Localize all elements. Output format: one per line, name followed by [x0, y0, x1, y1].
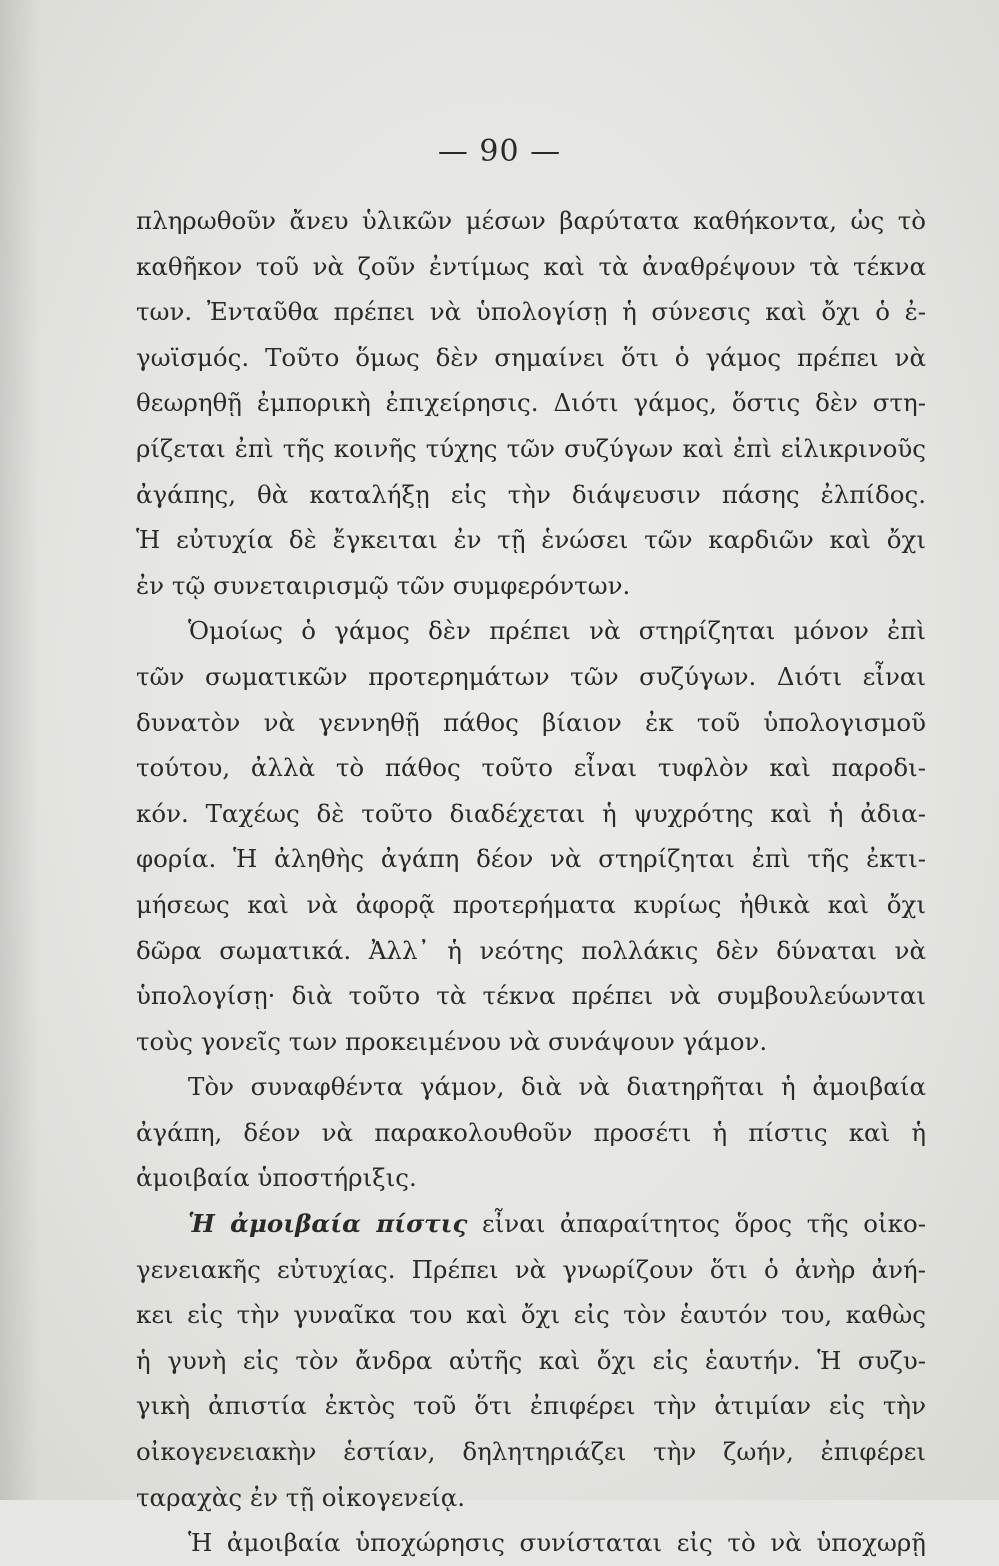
text-line: ὑπολογίσῃ· διὰ τοῦτο τὰ τέκνα πρέπει νὰ συμβουλεύωνται — [136, 981, 926, 1011]
text-line: ἀγάπη, δέον νὰ παρακολουθοῦν προσέτι ἡ πίστις καὶ ἡ — [136, 1117, 926, 1147]
text-line-remainder: εἶναι ἀπαραίτητος ὅρος τῆς οἰκο- — [467, 1209, 926, 1239]
text-line: γενειακῆς εὐτυχίας. Πρέπει νὰ γνωρίζουν ὅτι ὁ ἀνὴρ ἀνή- — [136, 1254, 926, 1284]
text-line: τῶν σωματικῶν προτερημάτων τῶν συζύγων. Διότι εἶναι — [136, 661, 926, 691]
text-line: ἀγάπης, θὰ καταλήξῃ εἰς τὴν διάψευσιν πάσης ἐλπίδος. — [136, 479, 926, 509]
emphasis-heading: Ἡ ἀμοιβαία πίστις — [188, 1209, 468, 1239]
text-line: ἀμοιβαία ὑποστήριξις. — [136, 1163, 417, 1193]
text-line: δυνατὸν νὰ γεννηθῇ πάθος βίαιον ἐκ τοῦ ὑπολογισμοῦ — [136, 707, 926, 737]
text-line: φορία. Ἡ ἀληθὴς ἀγάπη δέον νὰ στηρίζηται ἐπὶ τῆς ἐκτι- — [136, 844, 926, 874]
paragraph-start: Τὸν συναφθέντα γάμον, διὰ νὰ διατηρῆται ἡ ἀμοιβαία — [188, 1072, 926, 1102]
text-line: θεωρηθῇ ἐμπορικὴ ἐπιχείρησις. Διότι γάμος, ὅστις δὲν στη- — [136, 388, 926, 418]
text-line: ταραχὰς ἐν τῇ οἰκογενείᾳ. — [136, 1482, 466, 1512]
text-line: τοὺς γονεῖς των προκειμένου νὰ συνάψουν γάμον. — [136, 1026, 768, 1056]
paragraph-start — [136, 1201, 926, 1247]
paragraph-start: Ὁμοίως ὁ γάμος δὲν πρέπει νὰ στηρίζηται μόνον ἐπὶ — [188, 616, 926, 646]
text-line: καθῆκον τοῦ νὰ ζοῦν ἐντίμως καὶ τὰ ἀναθρέψουν τὰ τέκνα — [136, 251, 926, 281]
text-line: οἰκογενειακὴν ἑστίαν, δηλητηριάζει τὴν ζωήν, ἐπιφέρει — [136, 1437, 926, 1467]
text-line: των. Ἐνταῦθα πρέπει νὰ ὑπολογίσῃ ἡ σύνεσις καὶ ὄχι ὁ ἐ- — [136, 297, 926, 327]
text-line: Ἡ εὐτυχία δὲ ἔγκειται ἐν τῇ ἑνώσει τῶν καρδιῶν καὶ ὄχι — [136, 525, 926, 555]
text-line: κόν. Ταχέως δὲ τοῦτο διαδέχεται ἡ ψυχρότης καὶ ἡ ἀδια- — [136, 798, 926, 828]
text-line: πληρωθοῦν ἄνευ ὑλικῶν μέσων βαρύτατα καθήκοντα, ὡς τὸ — [136, 206, 926, 235]
text-line: κει εἰς τὴν γυναῖκα του καὶ ὄχι εἰς τὸν ἑαυτόν του, καθὼς — [136, 1300, 926, 1330]
text-line: δῶρα σωματικά. Ἀλλ᾽ ἡ νεότης πολλάκις δὲν δύναται νὰ — [136, 935, 926, 965]
body-text — [136, 198, 926, 1566]
text-line: γικὴ ἀπιστία ἐκτὸς τοῦ ὅτι ἐπιφέρει τὴν ἀτιμίαν εἰς τὴν — [136, 1391, 926, 1421]
text-line: μήσεως καὶ νὰ ἀφορᾷ προτερήματα κυρίως ἠθικὰ καὶ ὄχι — [136, 889, 926, 919]
page-number: — 90 — — [437, 134, 562, 169]
text-line: ρίζεται ἐπὶ τῆς κοινῆς τύχης τῶν συζύγων καὶ ἐπὶ εἰλικρινοῦς — [136, 433, 926, 463]
text-line: ἐν τῷ συνεταιρισμῷ τῶν συμφερόντων. — [136, 570, 631, 600]
text-line: γωϊσμός. Τοῦτο ὅμως δὲν σημαίνει ὅτι ὁ γάμος πρέπει νὰ — [136, 342, 926, 372]
paragraph-start: Ἡ ἀμοιβαία ὑποχώρησις συνίσταται εἰς τὸ νὰ ὑποχωρῇ — [188, 1528, 926, 1558]
text-line: τούτου, ἀλλὰ τὸ πάθος τοῦτο εἶναι τυφλὸν καὶ παροδι- — [136, 753, 926, 783]
spine-shadow — [0, 0, 40, 1500]
text-line: ἡ γυνὴ εἰς τὸν ἄνδρα αὐτῆς καὶ ὄχι εἰς ἑαυτήν. Ἡ συζυ- — [136, 1345, 926, 1375]
